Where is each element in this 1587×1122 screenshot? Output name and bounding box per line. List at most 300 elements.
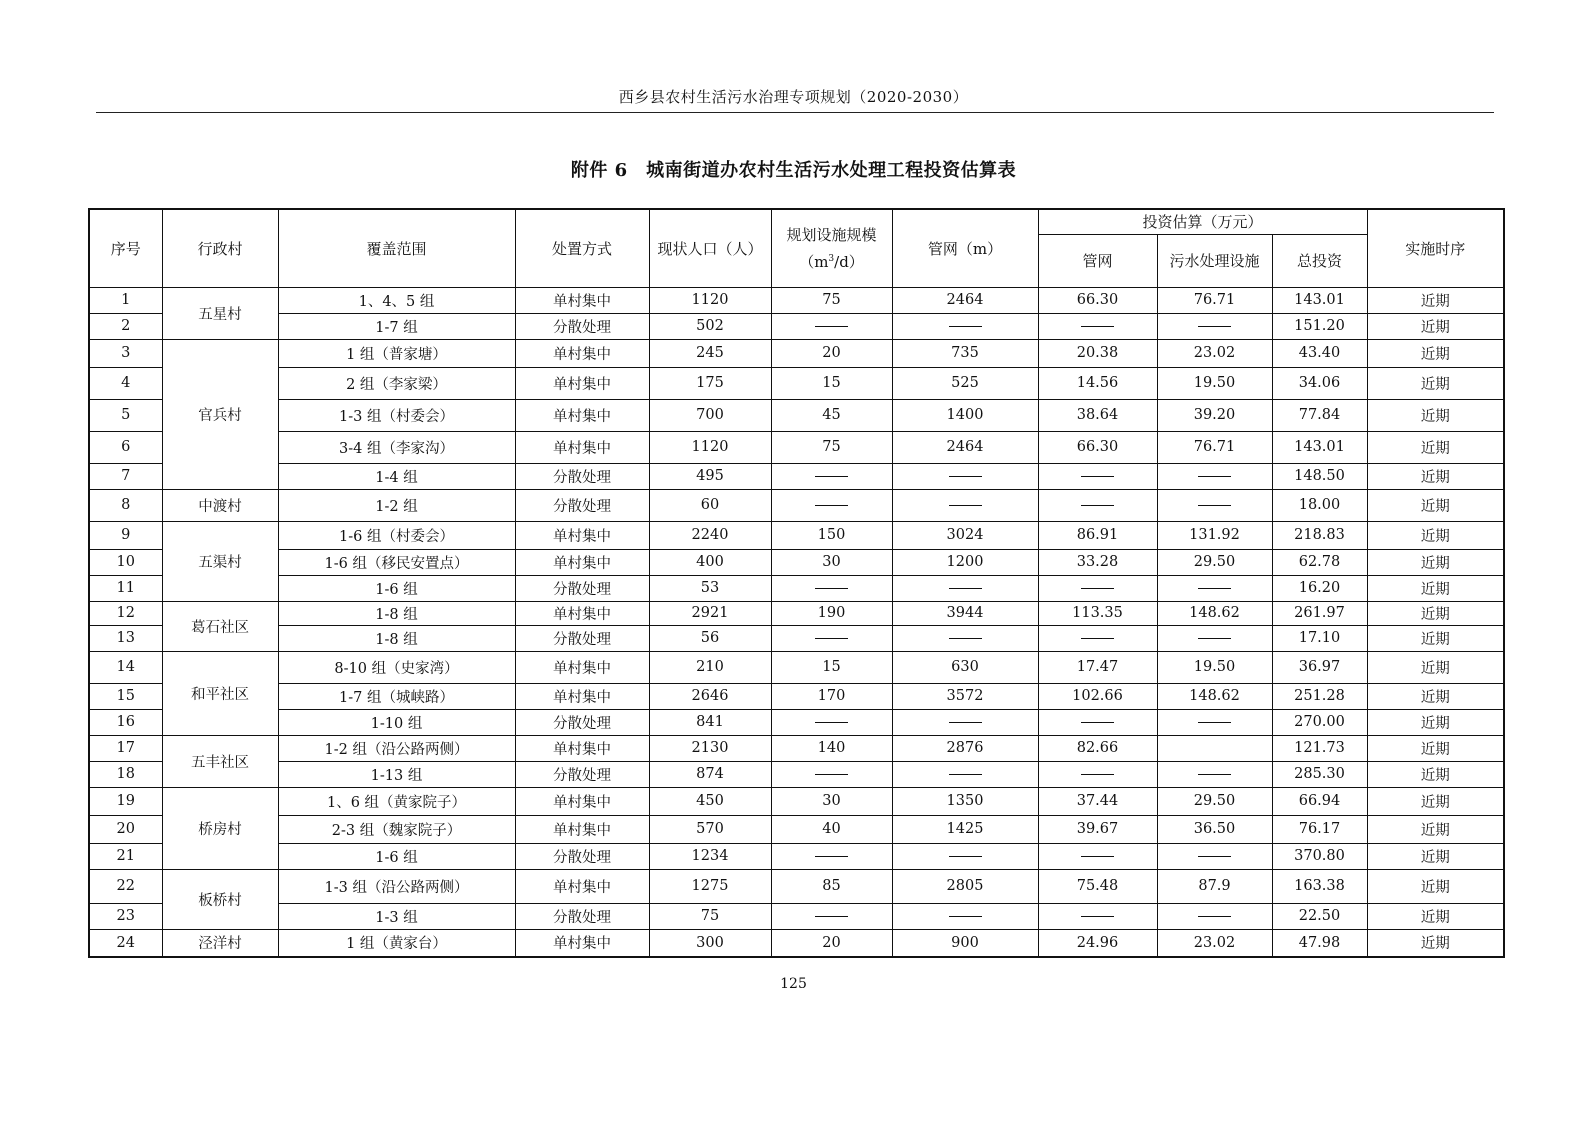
cell-seq: 3 — [89, 339, 162, 367]
cell-coverage: 1-13 组 — [278, 761, 515, 787]
cell-inv-pipe — [1038, 313, 1157, 339]
not-applicable-dash — [1198, 638, 1231, 639]
cell-seq: 1 — [89, 287, 162, 313]
header-rule — [96, 112, 1494, 113]
cell-population: 2646 — [649, 683, 771, 709]
cell-pipe-length: 2464 — [892, 287, 1038, 313]
not-applicable-dash — [1198, 505, 1231, 506]
not-applicable-dash — [1081, 722, 1114, 723]
col-seq-header: 序号 — [89, 209, 162, 287]
cell-inv-facility — [1157, 625, 1272, 651]
cell-inv-pipe: 113.35 — [1038, 601, 1157, 625]
table-row — [89, 735, 1504, 761]
cell-seq: 17 — [89, 735, 162, 761]
cell-schedule: 近期 — [1367, 575, 1504, 601]
cell-method: 分散处理 — [515, 625, 649, 651]
page-number: 125 — [780, 976, 807, 992]
not-applicable-dash — [949, 916, 982, 917]
cell-scale — [771, 843, 892, 869]
cell-scale: 150 — [771, 521, 892, 549]
table-row — [89, 521, 1504, 549]
cell-scale — [771, 313, 892, 339]
cell-seq: 24 — [89, 929, 162, 957]
cell-pipe-length — [892, 903, 1038, 929]
not-applicable-dash — [1081, 638, 1114, 639]
not-applicable-dash — [1081, 774, 1114, 775]
cell-population: 450 — [649, 787, 771, 815]
cell-inv-facility — [1157, 463, 1272, 489]
cell-seq: 12 — [89, 601, 162, 625]
cell-scale — [771, 575, 892, 601]
not-applicable-dash — [949, 774, 982, 775]
cell-inv-total: 151.20 — [1272, 313, 1367, 339]
cell-village: 官兵村 — [162, 339, 278, 489]
not-applicable-dash — [949, 722, 982, 723]
cell-coverage: 2-3 组（魏家院子） — [278, 815, 515, 843]
cell-scale: 40 — [771, 815, 892, 843]
cell-coverage: 8-10 组（史家湾） — [278, 651, 515, 683]
cell-seq: 11 — [89, 575, 162, 601]
not-applicable-dash — [815, 505, 848, 506]
cell-inv-facility — [1157, 735, 1272, 761]
table-row — [89, 815, 1504, 843]
cell-pipe-length: 1425 — [892, 815, 1038, 843]
cell-inv-pipe: 66.30 — [1038, 431, 1157, 463]
cell-inv-total: 66.94 — [1272, 787, 1367, 815]
col-pipe-length-header: 管网（m） — [892, 209, 1038, 287]
cell-inv-total: 76.17 — [1272, 815, 1367, 843]
cell-population: 1234 — [649, 843, 771, 869]
table-row — [89, 683, 1504, 709]
cell-inv-pipe: 33.28 — [1038, 549, 1157, 575]
cell-scale: 15 — [771, 367, 892, 399]
cell-pipe-length — [892, 489, 1038, 521]
cell-coverage: 1 组（黄家台） — [278, 929, 515, 957]
cell-inv-total: 163.38 — [1272, 869, 1367, 903]
cell-coverage: 1-3 组 — [278, 903, 515, 929]
cell-seq: 16 — [89, 709, 162, 735]
cell-scale — [771, 489, 892, 521]
cell-village: 泾洋村 — [162, 929, 278, 957]
cell-method: 分散处理 — [515, 903, 649, 929]
cell-inv-facility: 19.50 — [1157, 367, 1272, 399]
not-applicable-dash — [949, 476, 982, 477]
cell-method: 单村集中 — [515, 339, 649, 367]
cell-schedule: 近期 — [1367, 651, 1504, 683]
cell-inv-pipe — [1038, 903, 1157, 929]
cell-pipe-length: 1200 — [892, 549, 1038, 575]
table-row — [89, 399, 1504, 431]
cell-coverage: 1、4、5 组 — [278, 287, 515, 313]
cell-schedule: 近期 — [1367, 683, 1504, 709]
cell-inv-facility: 29.50 — [1157, 787, 1272, 815]
cell-inv-total: 17.10 — [1272, 625, 1367, 651]
cell-inv-pipe: 17.47 — [1038, 651, 1157, 683]
not-applicable-dash — [1198, 722, 1231, 723]
cell-coverage: 1-3 组（沿公路两侧） — [278, 869, 515, 903]
cell-population: 2130 — [649, 735, 771, 761]
cell-scale: 140 — [771, 735, 892, 761]
cell-scale: 20 — [771, 929, 892, 957]
not-applicable-dash — [1198, 476, 1231, 477]
table-row — [89, 339, 1504, 367]
cell-seq: 2 — [89, 313, 162, 339]
cell-population: 2240 — [649, 521, 771, 549]
table-row — [89, 601, 1504, 625]
cell-seq: 10 — [89, 549, 162, 575]
cell-method: 单村集中 — [515, 549, 649, 575]
cell-method: 单村集中 — [515, 929, 649, 957]
cell-scale — [771, 709, 892, 735]
cell-inv-pipe: 24.96 — [1038, 929, 1157, 957]
cell-coverage: 1-7 组 — [278, 313, 515, 339]
cell-inv-pipe: 37.44 — [1038, 787, 1157, 815]
cell-inv-total: 143.01 — [1272, 431, 1367, 463]
cell-inv-facility: 36.50 — [1157, 815, 1272, 843]
cell-scale: 45 — [771, 399, 892, 431]
cell-pipe-length: 3024 — [892, 521, 1038, 549]
cell-inv-total: 218.83 — [1272, 521, 1367, 549]
cell-inv-facility — [1157, 709, 1272, 735]
col-inv-total-header: 总投资 — [1272, 234, 1367, 287]
table-row — [89, 843, 1504, 869]
cell-inv-pipe: 102.66 — [1038, 683, 1157, 709]
table-row — [89, 431, 1504, 463]
cell-inv-total: 62.78 — [1272, 549, 1367, 575]
cell-seq: 5 — [89, 399, 162, 431]
not-applicable-dash — [1081, 326, 1114, 327]
cell-inv-pipe — [1038, 489, 1157, 521]
table-row — [89, 575, 1504, 601]
cell-coverage: 1、6 组（黄家院子） — [278, 787, 515, 815]
cell-method: 单村集中 — [515, 431, 649, 463]
not-applicable-dash — [815, 476, 848, 477]
cell-scale: 15 — [771, 651, 892, 683]
not-applicable-dash — [1081, 588, 1114, 589]
cell-method: 分散处理 — [515, 463, 649, 489]
cell-schedule: 近期 — [1367, 625, 1504, 651]
cell-schedule: 近期 — [1367, 843, 1504, 869]
cell-coverage: 1-6 组 — [278, 843, 515, 869]
cell-inv-pipe: 75.48 — [1038, 869, 1157, 903]
cell-scale: 85 — [771, 869, 892, 903]
cell-method: 单村集中 — [515, 367, 649, 399]
cell-inv-pipe — [1038, 625, 1157, 651]
not-applicable-dash — [1198, 916, 1231, 917]
table-row — [89, 489, 1504, 521]
cell-inv-total: 47.98 — [1272, 929, 1367, 957]
cell-inv-total: 43.40 — [1272, 339, 1367, 367]
cell-coverage: 1-4 组 — [278, 463, 515, 489]
cell-village: 板桥村 — [162, 869, 278, 929]
cell-coverage: 1-6 组（移民安置点） — [278, 549, 515, 575]
cell-seq: 13 — [89, 625, 162, 651]
cell-population: 2921 — [649, 601, 771, 625]
cell-population: 502 — [649, 313, 771, 339]
col-village-header: 行政村 — [162, 209, 278, 287]
cell-population: 60 — [649, 489, 771, 521]
cell-method: 单村集中 — [515, 735, 649, 761]
cell-village: 五渠村 — [162, 521, 278, 601]
not-applicable-dash — [949, 638, 982, 639]
document-title: 附件 6 城南街道办农村生活污水处理工程投资估算表 — [570, 160, 1017, 181]
cell-coverage: 1-7 组（城峡路） — [278, 683, 515, 709]
not-applicable-dash — [949, 856, 982, 857]
cell-scale: 30 — [771, 549, 892, 575]
cell-seq: 7 — [89, 463, 162, 489]
cell-inv-pipe: 38.64 — [1038, 399, 1157, 431]
cell-method: 单村集中 — [515, 815, 649, 843]
cell-inv-pipe — [1038, 709, 1157, 735]
cell-seq: 14 — [89, 651, 162, 683]
cell-coverage: 1-6 组 — [278, 575, 515, 601]
not-applicable-dash — [815, 588, 848, 589]
cell-inv-pipe — [1038, 761, 1157, 787]
cell-pipe-length: 630 — [892, 651, 1038, 683]
not-applicable-dash — [815, 916, 848, 917]
cell-schedule: 近期 — [1367, 287, 1504, 313]
cell-inv-facility: 39.20 — [1157, 399, 1272, 431]
cell-inv-facility: 148.62 — [1157, 683, 1272, 709]
col-scale-unit: $(m^3/d)$ — [799, 252, 864, 271]
cell-method: 单村集中 — [515, 399, 649, 431]
cell-scale: 30 — [771, 787, 892, 815]
cell-method: 单村集中 — [515, 683, 649, 709]
table-row — [89, 929, 1504, 957]
cell-pipe-length: 3572 — [892, 683, 1038, 709]
cell-population: 841 — [649, 709, 771, 735]
cell-coverage: 1-2 组 — [278, 489, 515, 521]
table-row — [89, 463, 1504, 489]
cell-inv-pipe: 66.30 — [1038, 287, 1157, 313]
cell-pipe-length: 2805 — [892, 869, 1038, 903]
cell-schedule: 近期 — [1367, 463, 1504, 489]
cell-schedule: 近期 — [1367, 787, 1504, 815]
cell-coverage: 1-6 组（村委会） — [278, 521, 515, 549]
cell-schedule: 近期 — [1367, 709, 1504, 735]
cell-seq: 23 — [89, 903, 162, 929]
table-row — [89, 761, 1504, 787]
cell-method: 分散处理 — [515, 709, 649, 735]
table-row — [89, 549, 1504, 575]
not-applicable-dash — [1081, 856, 1114, 857]
cell-inv-pipe: 86.91 — [1038, 521, 1157, 549]
cell-seq: 15 — [89, 683, 162, 709]
not-applicable-dash — [815, 722, 848, 723]
cell-inv-facility — [1157, 313, 1272, 339]
cell-schedule: 近期 — [1367, 521, 1504, 549]
cell-pipe-length — [892, 313, 1038, 339]
cell-method: 分散处理 — [515, 489, 649, 521]
not-applicable-dash — [1198, 326, 1231, 327]
cell-coverage: 1 组（普家塘） — [278, 339, 515, 367]
cell-pipe-length: 1400 — [892, 399, 1038, 431]
cell-schedule: 近期 — [1367, 367, 1504, 399]
cell-population: 1275 — [649, 869, 771, 903]
cell-inv-total: 285.30 — [1272, 761, 1367, 787]
cell-population: 874 — [649, 761, 771, 787]
cell-inv-total: 370.80 — [1272, 843, 1367, 869]
col-population-header: 现状人口（人） — [649, 209, 771, 287]
cell-population: 300 — [649, 929, 771, 957]
col-scale-label: 规划设施规模 — [786, 225, 877, 244]
table-row — [89, 903, 1504, 929]
not-applicable-dash — [815, 638, 848, 639]
cell-inv-facility — [1157, 575, 1272, 601]
cell-seq: 22 — [89, 869, 162, 903]
col-inv-facility-header: 污水处理设施 — [1157, 234, 1272, 287]
cell-seq: 21 — [89, 843, 162, 869]
cell-inv-facility: 19.50 — [1157, 651, 1272, 683]
table-row — [89, 287, 1504, 313]
col-method-header: 处置方式 — [515, 209, 649, 287]
cell-schedule: 近期 — [1367, 815, 1504, 843]
table-row — [89, 869, 1504, 903]
cell-inv-facility — [1157, 903, 1272, 929]
cell-inv-total: 261.97 — [1272, 601, 1367, 625]
cell-seq: 20 — [89, 815, 162, 843]
cell-method: 分散处理 — [515, 575, 649, 601]
cell-schedule: 近期 — [1367, 761, 1504, 787]
cell-population: 700 — [649, 399, 771, 431]
not-applicable-dash — [949, 326, 982, 327]
investment-group-header: 投资估算（万元） — [1038, 209, 1367, 234]
cell-schedule: 近期 — [1367, 735, 1504, 761]
cell-pipe-length: 900 — [892, 929, 1038, 957]
cell-seq: 4 — [89, 367, 162, 399]
cell-method: 分散处理 — [515, 843, 649, 869]
cell-method: 单村集中 — [515, 521, 649, 549]
cell-village: 和平社区 — [162, 651, 278, 735]
cell-inv-total: 148.50 — [1272, 463, 1367, 489]
cell-coverage: 1-10 组 — [278, 709, 515, 735]
table-body — [89, 287, 1504, 957]
not-applicable-dash — [1198, 856, 1231, 857]
cell-inv-total: 36.97 — [1272, 651, 1367, 683]
not-applicable-dash — [1198, 588, 1231, 589]
not-applicable-dash — [815, 774, 848, 775]
cell-coverage: 3-4 组（李家沟） — [278, 431, 515, 463]
not-applicable-dash — [1081, 916, 1114, 917]
cell-population: 245 — [649, 339, 771, 367]
table-row — [89, 651, 1504, 683]
cell-method: 单村集中 — [515, 601, 649, 625]
cell-pipe-length — [892, 761, 1038, 787]
cell-method: 单村集中 — [515, 651, 649, 683]
cell-inv-total: 121.73 — [1272, 735, 1367, 761]
cell-pipe-length: 2464 — [892, 431, 1038, 463]
cell-inv-facility: 29.50 — [1157, 549, 1272, 575]
cell-schedule: 近期 — [1367, 399, 1504, 431]
col-coverage-header: 覆盖范围 — [278, 209, 515, 287]
cell-inv-pipe — [1038, 575, 1157, 601]
cell-pipe-length: 3944 — [892, 601, 1038, 625]
cell-inv-total: 77.84 — [1272, 399, 1367, 431]
cell-method: 单村集中 — [515, 869, 649, 903]
cell-pipe-length: 1350 — [892, 787, 1038, 815]
cell-pipe-length — [892, 843, 1038, 869]
cell-schedule: 近期 — [1367, 489, 1504, 521]
table-header — [89, 209, 1504, 287]
cell-village: 葛石社区 — [162, 601, 278, 651]
cell-seq: 6 — [89, 431, 162, 463]
cell-population: 175 — [649, 367, 771, 399]
cell-inv-facility — [1157, 761, 1272, 787]
cell-coverage: 1-8 组 — [278, 625, 515, 651]
cell-inv-pipe — [1038, 463, 1157, 489]
cell-method: 分散处理 — [515, 761, 649, 787]
cell-schedule: 近期 — [1367, 431, 1504, 463]
cell-scale: 190 — [771, 601, 892, 625]
not-applicable-dash — [1081, 476, 1114, 477]
cell-inv-pipe: 20.38 — [1038, 339, 1157, 367]
table-row — [89, 367, 1504, 399]
cell-scale: 170 — [771, 683, 892, 709]
cell-inv-total: 16.20 — [1272, 575, 1367, 601]
cell-method: 单村集中 — [515, 787, 649, 815]
cell-schedule: 近期 — [1367, 929, 1504, 957]
table-row — [89, 787, 1504, 815]
not-applicable-dash — [949, 505, 982, 506]
investment-table — [88, 208, 1505, 958]
cell-population: 495 — [649, 463, 771, 489]
cell-coverage: 1-3 组（村委会） — [278, 399, 515, 431]
col-schedule-header: 实施时序 — [1367, 209, 1504, 287]
cell-scale — [771, 625, 892, 651]
cell-schedule: 近期 — [1367, 313, 1504, 339]
cell-village: 桥房村 — [162, 787, 278, 869]
cell-seq: 18 — [89, 761, 162, 787]
cell-population: 210 — [649, 651, 771, 683]
cell-population: 400 — [649, 549, 771, 575]
cell-schedule: 近期 — [1367, 339, 1504, 367]
cell-village: 五丰社区 — [162, 735, 278, 787]
cell-inv-pipe: 39.67 — [1038, 815, 1157, 843]
cell-schedule: 近期 — [1367, 869, 1504, 903]
cell-population: 1120 — [649, 431, 771, 463]
cell-inv-facility — [1157, 843, 1272, 869]
cell-scale: 75 — [771, 287, 892, 313]
not-applicable-dash — [815, 326, 848, 327]
cell-scale — [771, 761, 892, 787]
cell-inv-facility — [1157, 489, 1272, 521]
cell-inv-total: 143.01 — [1272, 287, 1367, 313]
cell-inv-pipe: 14.56 — [1038, 367, 1157, 399]
cell-inv-pipe: 82.66 — [1038, 735, 1157, 761]
cell-schedule: 近期 — [1367, 601, 1504, 625]
cell-method: 单村集中 — [515, 287, 649, 313]
cell-inv-facility: 131.92 — [1157, 521, 1272, 549]
cell-inv-facility: 76.71 — [1157, 431, 1272, 463]
not-applicable-dash — [1198, 774, 1231, 775]
cell-scale: 75 — [771, 431, 892, 463]
cell-scale — [771, 463, 892, 489]
cell-seq: 9 — [89, 521, 162, 549]
cell-population: 1120 — [649, 287, 771, 313]
cell-pipe-length: 735 — [892, 339, 1038, 367]
cell-seq: 19 — [89, 787, 162, 815]
cell-inv-facility: 76.71 — [1157, 287, 1272, 313]
table-row — [89, 313, 1504, 339]
cell-schedule: 近期 — [1367, 903, 1504, 929]
cell-coverage: 1-2 组（沿公路两侧） — [278, 735, 515, 761]
cell-inv-facility: 23.02 — [1157, 929, 1272, 957]
cell-population: 56 — [649, 625, 771, 651]
cell-coverage: 2 组（李家梁） — [278, 367, 515, 399]
table-row — [89, 709, 1504, 735]
cell-pipe-length — [892, 625, 1038, 651]
cell-inv-total: 34.06 — [1272, 367, 1367, 399]
